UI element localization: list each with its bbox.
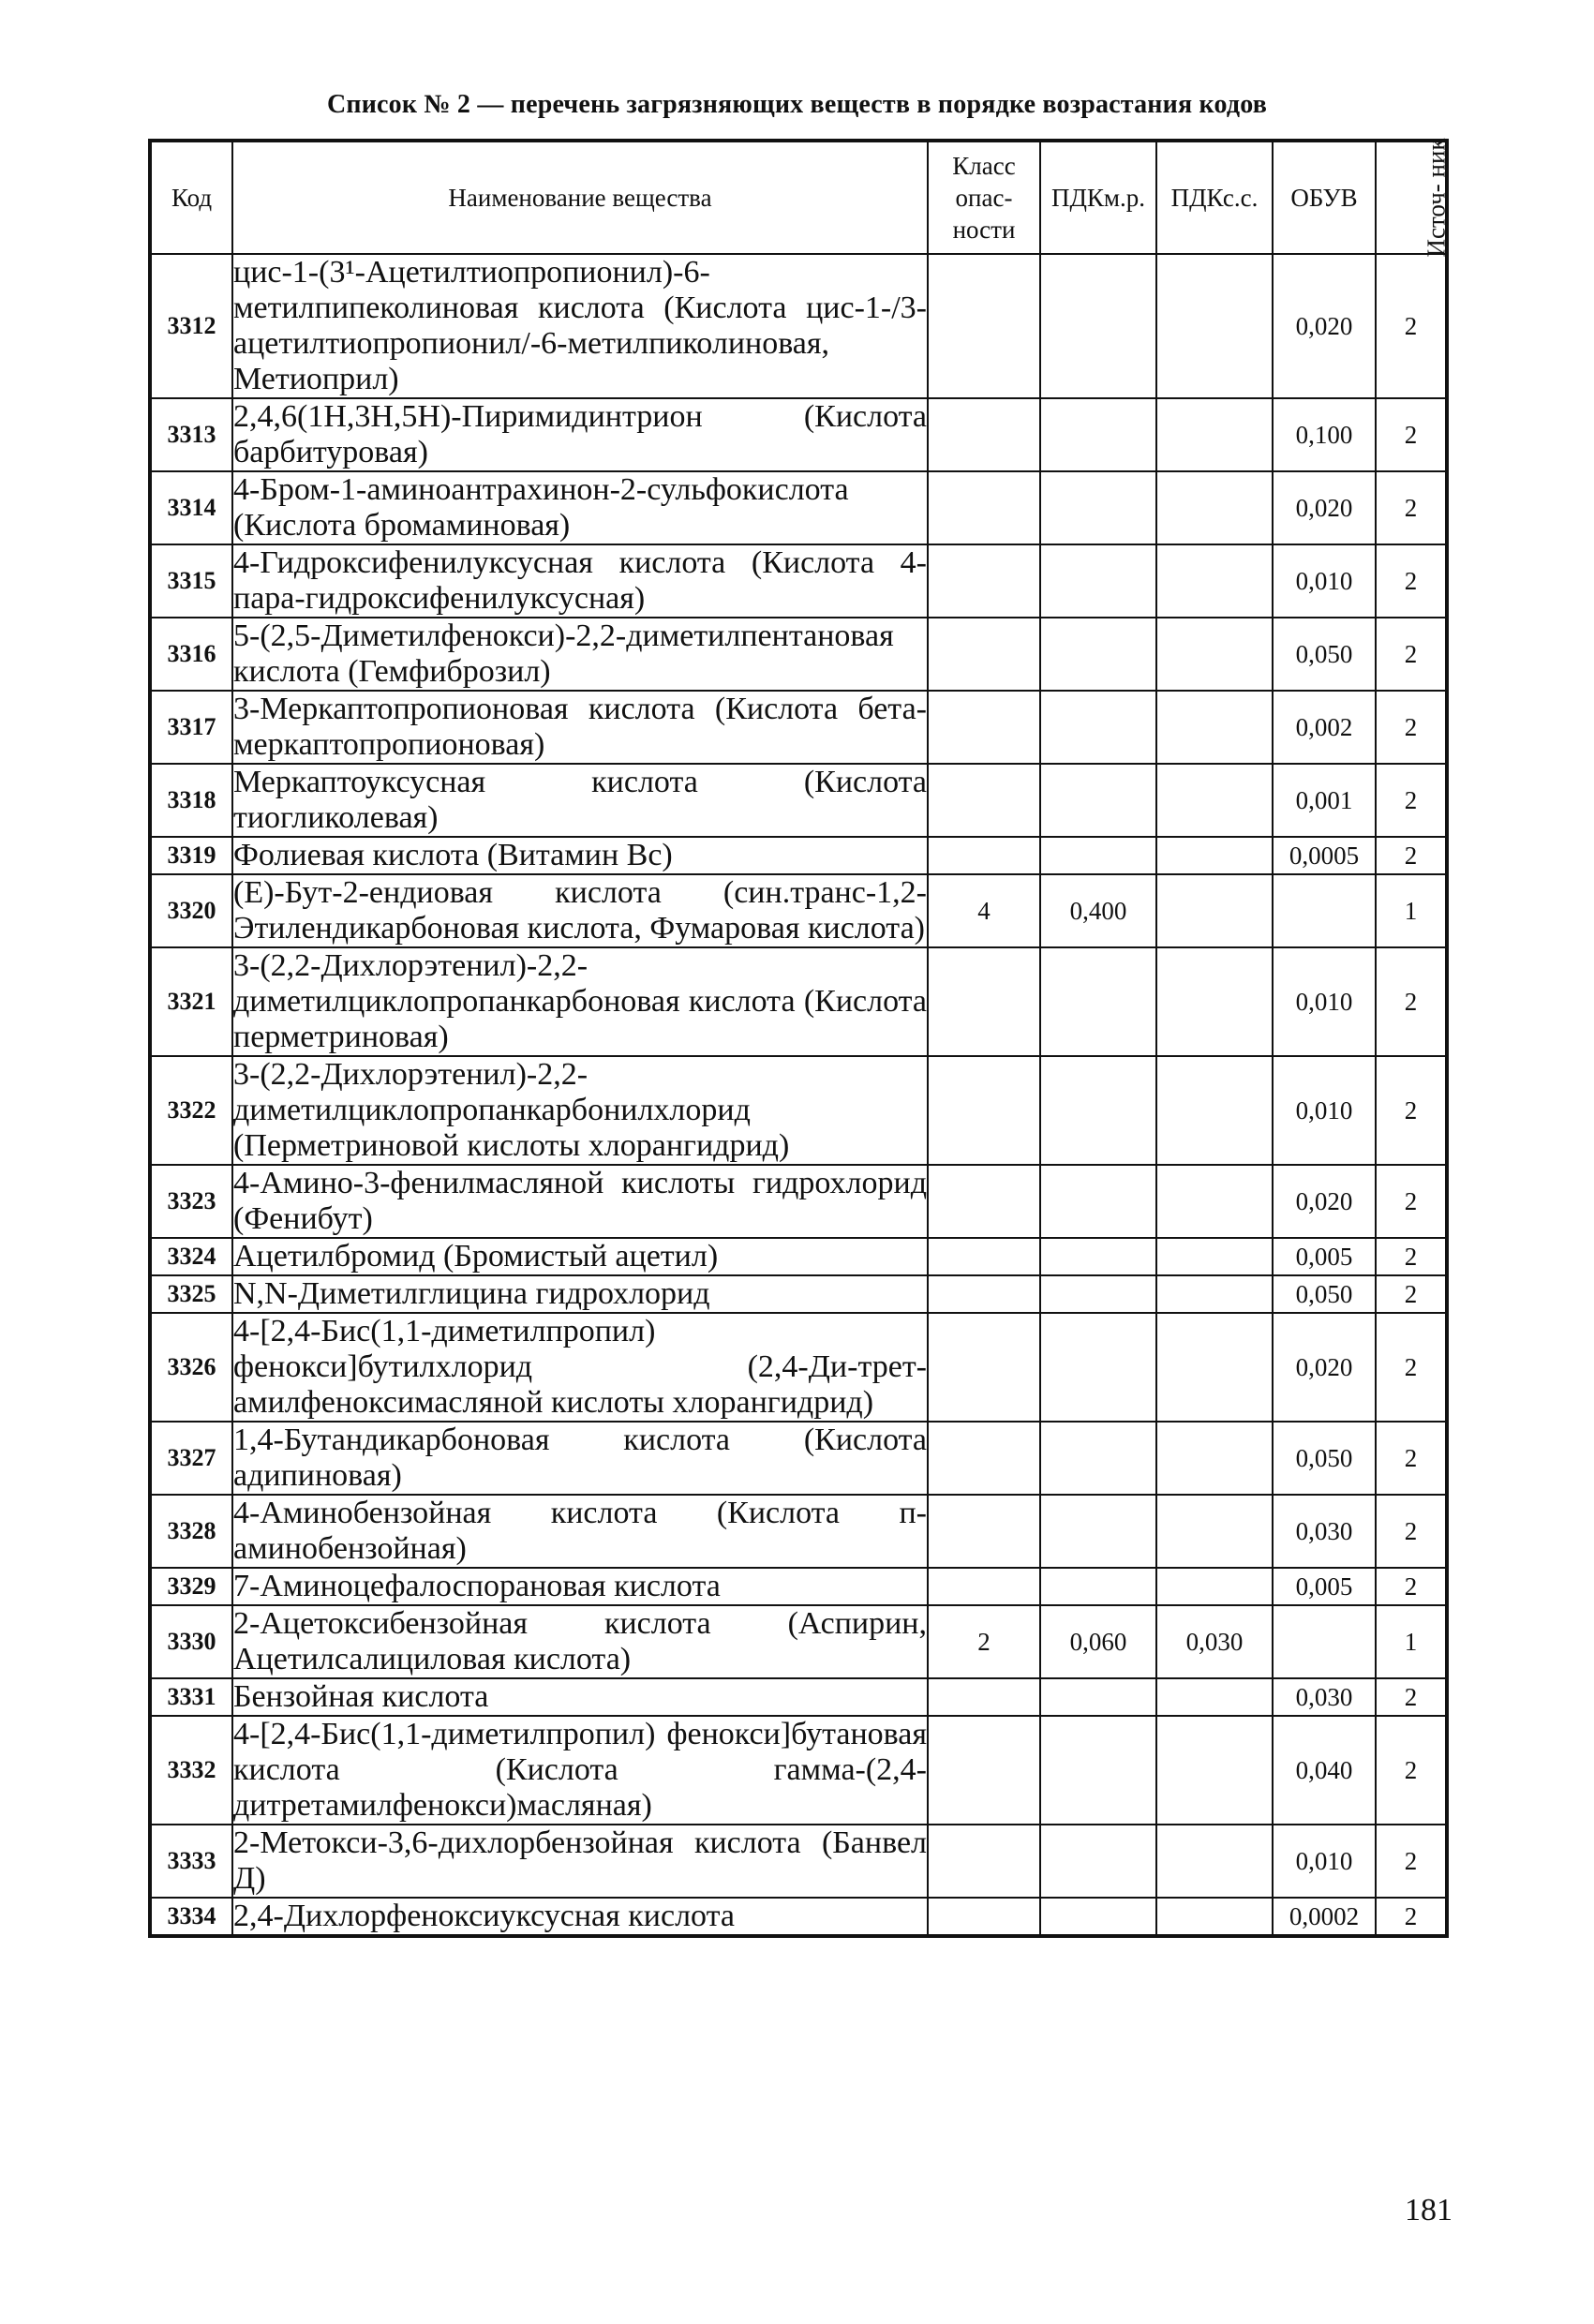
row-source: 2	[1376, 1275, 1447, 1313]
row-hazard-class	[928, 471, 1040, 544]
row-pdk-ss	[1156, 837, 1273, 874]
row-code: 3330	[150, 1605, 232, 1678]
row-code: 3324	[150, 1238, 232, 1275]
table-row	[150, 691, 1447, 764]
row-name: 4-[2,4-Бис(1,1-диметилпропил) фенокси]бутановая кислота (Кислота гамма-(2,4-дитретамилфенокси)масляная)	[233, 1717, 927, 1823]
row-pdk-mr	[1040, 1898, 1156, 1936]
row-obuv: 0,005	[1273, 1238, 1376, 1275]
row-pdk-ss	[1156, 874, 1273, 947]
table-row	[150, 1056, 1447, 1165]
row-pdk-ss	[1156, 544, 1273, 618]
row-name: (Е)-Бут-2-ендиовая кислота (син.транс-1,2-Этилендикарбоновая кислота, Фумаровая кислота)	[233, 875, 927, 946]
row-code: 3319	[150, 837, 232, 874]
row-pdk-ss	[1156, 1422, 1273, 1495]
row-obuv: 0,002	[1273, 691, 1376, 764]
row-pdk-ss	[1156, 1238, 1273, 1275]
table-row	[150, 1568, 1447, 1605]
row-hazard-class	[928, 837, 1040, 874]
row-pdk-ss	[1156, 691, 1273, 764]
row-pdk-ss	[1156, 764, 1273, 837]
row-hazard-class	[928, 1165, 1040, 1238]
row-pdk-mr	[1040, 1825, 1156, 1898]
row-source: 2	[1376, 764, 1447, 837]
table-row	[150, 1825, 1447, 1898]
row-pdk-ss	[1156, 1165, 1273, 1238]
row-hazard-class: 2	[928, 1605, 1040, 1678]
row-name: 2-Метокси-3,6-дихлорбензойная кислота (Банвел Д)	[233, 1825, 927, 1896]
row-hazard-class	[928, 398, 1040, 471]
row-hazard-class	[928, 544, 1040, 618]
row-code: 3331	[150, 1678, 232, 1716]
table-row	[150, 837, 1447, 874]
row-pdk-ss	[1156, 1495, 1273, 1568]
row-pdk-mr	[1040, 471, 1156, 544]
row-source: 2	[1376, 1165, 1447, 1238]
row-name: 4-Аминобензойная кислота (Кислота п-аминобензойная)	[233, 1496, 927, 1566]
table-row	[150, 471, 1447, 544]
table-row	[150, 1605, 1447, 1678]
row-name: 3-(2,2-Дихлорэтенил)-2,2-диметилциклопропанкарбонилхлорид (Перметриновой кислоты хлорангидрид)	[232, 1056, 928, 1165]
row-source: 2	[1376, 1313, 1447, 1422]
row-name: Бензойная кислота	[232, 1678, 928, 1716]
row-name: N,N-Диметилглицина гидрохлорид	[232, 1275, 928, 1313]
table-row	[150, 544, 1447, 618]
table-row	[150, 1898, 1447, 1936]
row-obuv	[1273, 1605, 1376, 1678]
row-source: 2	[1376, 1898, 1447, 1936]
row-pdk-mr	[1040, 544, 1156, 618]
row-source: 2	[1376, 691, 1447, 764]
row-name: 4-[2,4-Бис(1,1-диметилпропил) фенокси]бутилхлорид (2,4-Ди-трет-амилфеноксимасляной кислоты хлорангидрид)	[233, 1314, 927, 1420]
table-row	[150, 1495, 1447, 1568]
table-row	[150, 1165, 1447, 1238]
row-code: 3320	[150, 874, 232, 947]
table-row	[150, 1678, 1447, 1716]
row-source: 2	[1376, 398, 1447, 471]
row-name: цис-1-(3¹-Ацетилтиопропионил)-6-метилпипеколиновая кислота (Кислота цис-1-/3-ацетилтиопропионил/-6-метилпиколиновая, Метиоприл)	[233, 255, 927, 396]
page-number: 181	[1405, 2193, 1452, 2227]
row-name: 1,4-Бутандикарбоновая кислота (Кислота адипиновая)	[233, 1423, 927, 1493]
row-name: 4-Амино-3-фенилмасляной кислоты гидрохлорид (Фенибут)	[233, 1166, 927, 1236]
row-pdk-mr	[1040, 837, 1156, 874]
row-pdk-ss	[1156, 254, 1273, 398]
row-source: 2	[1376, 1825, 1447, 1898]
row-hazard-class	[928, 1275, 1040, 1313]
row-hazard-class	[928, 1313, 1040, 1422]
row-source: 2	[1376, 544, 1447, 618]
row-obuv: 0,010	[1273, 544, 1376, 618]
row-source: 1	[1376, 1605, 1447, 1678]
row-pdk-mr	[1040, 764, 1156, 837]
row-pdk-mr	[1040, 618, 1156, 691]
row-name: 2,4-Дихлорфеноксиуксусная кислота	[232, 1898, 928, 1936]
row-pdk-ss	[1156, 1313, 1273, 1422]
row-pdk-mr	[1040, 1165, 1156, 1238]
row-pdk-mr	[1040, 947, 1156, 1056]
row-obuv: 0,100	[1273, 398, 1376, 471]
row-obuv: 0,020	[1273, 1165, 1376, 1238]
header-code: Код	[150, 141, 232, 254]
row-name: 2,4,6(1Н,3Н,5Н)-Пиримидинтрион (Кислота барбитуровая)	[233, 399, 927, 469]
row-pdk-mr	[1040, 1275, 1156, 1313]
row-name: Ацетилбромид (Бромистый ацетил)	[232, 1238, 928, 1275]
row-source: 2	[1376, 1495, 1447, 1568]
page-title: Список № 2 — перечень загрязняющих веществ в порядке возрастания кодов	[326, 90, 1268, 119]
row-pdk-mr	[1040, 1716, 1156, 1825]
row-pdk-ss	[1156, 1568, 1273, 1605]
row-obuv: 0,005	[1273, 1568, 1376, 1605]
header-hazard-class: Класс опас- ности	[928, 141, 1040, 254]
row-code: 3314	[150, 471, 232, 544]
row-code: 3327	[150, 1422, 232, 1495]
row-pdk-mr	[1040, 1056, 1156, 1165]
row-hazard-class	[928, 1495, 1040, 1568]
row-pdk-ss	[1156, 618, 1273, 691]
row-pdk-ss	[1156, 1716, 1273, 1825]
row-source: 2	[1376, 1056, 1447, 1165]
table-row	[150, 1422, 1447, 1495]
row-name: 5-(2,5-Диметилфенокси)-2,2-диметилпентановая кислота (Гемфиброзил)	[232, 618, 928, 691]
row-code: 3334	[150, 1898, 232, 1936]
row-code: 3322	[150, 1056, 232, 1165]
row-name: 7-Аминоцефалоспорановая кислота	[232, 1568, 928, 1605]
row-pdk-ss	[1156, 1898, 1273, 1936]
table-row	[150, 1716, 1447, 1825]
row-code: 3325	[150, 1275, 232, 1313]
table-row	[150, 254, 1447, 398]
row-source: 2	[1376, 471, 1447, 544]
header-source	[1376, 138, 1451, 258]
row-source: 2	[1376, 1422, 1447, 1495]
row-code: 3317	[150, 691, 232, 764]
row-source: 2	[1376, 1568, 1447, 1605]
row-pdk-mr	[1040, 254, 1156, 398]
row-code: 3321	[150, 947, 232, 1056]
row-code: 3333	[150, 1825, 232, 1898]
row-obuv: 0,001	[1273, 764, 1376, 837]
table-row	[150, 398, 1447, 471]
row-hazard-class	[928, 254, 1040, 398]
row-code: 3316	[150, 618, 232, 691]
row-hazard-class	[928, 947, 1040, 1056]
row-source: 2	[1376, 254, 1447, 398]
table-row	[150, 947, 1447, 1056]
row-pdk-ss	[1156, 1678, 1273, 1716]
row-obuv	[1273, 874, 1376, 947]
row-name: 3-(2,2-Дихлорэтенил)-2,2-диметилциклопропанкарбоновая кислота (Кислота перметриновая)	[233, 948, 927, 1054]
row-pdk-ss	[1156, 398, 1273, 471]
row-code: 3313	[150, 398, 232, 471]
header-source-label: Источ- ник	[1422, 138, 1451, 258]
row-code: 3312	[150, 254, 232, 398]
row-name: Меркаптоуксусная кислота (Кислота тиогликолевая)	[233, 765, 927, 835]
row-obuv: 0,050	[1273, 618, 1376, 691]
row-pdk-mr	[1040, 1495, 1156, 1568]
table-row	[150, 1275, 1447, 1313]
row-obuv: 0,010	[1273, 947, 1376, 1056]
row-pdk-mr: 0,060	[1040, 1605, 1156, 1678]
row-code: 3332	[150, 1716, 232, 1825]
row-hazard-class	[928, 1056, 1040, 1165]
row-obuv: 0,0005	[1273, 837, 1376, 874]
row-hazard-class	[928, 691, 1040, 764]
row-obuv: 0,020	[1273, 471, 1376, 544]
row-pdk-ss	[1156, 1825, 1273, 1898]
row-pdk-mr	[1040, 1238, 1156, 1275]
table-row	[150, 1238, 1447, 1275]
row-obuv: 0,0002	[1273, 1898, 1376, 1936]
row-pdk-ss	[1156, 1275, 1273, 1313]
row-pdk-ss	[1156, 1056, 1273, 1165]
table-row	[150, 874, 1447, 947]
table-row	[150, 618, 1447, 691]
substances-table	[148, 139, 1449, 1938]
row-pdk-mr	[1040, 1678, 1156, 1716]
row-name: 4-Гидроксифенилуксусная кислота (Кислота 4-пара-гидроксифенилуксусная)	[233, 545, 927, 616]
row-obuv: 0,050	[1273, 1275, 1376, 1313]
row-source: 2	[1376, 947, 1447, 1056]
row-name: 3-Меркаптопропионовая кислота (Кислота бета-меркаптопропионовая)	[233, 692, 927, 762]
row-code: 3326	[150, 1313, 232, 1422]
row-obuv: 0,010	[1273, 1825, 1376, 1898]
row-pdk-mr	[1040, 398, 1156, 471]
row-source: 2	[1376, 618, 1447, 691]
row-name: 4-Бром-1-аминоантрахинон-2-сульфокислота (Кислота бромаминовая)	[232, 471, 928, 544]
row-name: Фолиевая кислота (Витамин Вс)	[232, 837, 928, 874]
row-code: 3318	[150, 764, 232, 837]
row-code: 3329	[150, 1568, 232, 1605]
row-name: 2-Ацетоксибензойная кислота (Аспирин, Ацетилсалициловая кислота)	[233, 1606, 927, 1676]
row-pdk-ss	[1156, 471, 1273, 544]
row-obuv: 0,010	[1273, 1056, 1376, 1165]
table-row	[150, 1313, 1447, 1422]
row-code: 3328	[150, 1495, 232, 1568]
row-hazard-class	[928, 1238, 1040, 1275]
row-source: 2	[1376, 1716, 1447, 1825]
row-pdk-mr	[1040, 1422, 1156, 1495]
row-source: 2	[1376, 1238, 1447, 1275]
row-obuv: 0,040	[1273, 1716, 1376, 1825]
row-hazard-class	[928, 1825, 1040, 1898]
row-pdk-mr: 0,400	[1040, 874, 1156, 947]
row-source: 1	[1376, 874, 1447, 947]
row-hazard-class	[928, 764, 1040, 837]
header-pdk-ss: ПДКс.с.	[1156, 141, 1273, 254]
row-obuv: 0,030	[1273, 1678, 1376, 1716]
row-pdk-mr	[1040, 1568, 1156, 1605]
header-obuv: ОБУВ	[1273, 141, 1376, 254]
row-hazard-class	[928, 1422, 1040, 1495]
row-hazard-class: 4	[928, 874, 1040, 947]
row-code: 3315	[150, 544, 232, 618]
row-hazard-class	[928, 1568, 1040, 1605]
row-source: 2	[1376, 837, 1447, 874]
table-row	[150, 764, 1447, 837]
header-pdk-mr: ПДКм.р.	[1040, 141, 1156, 254]
row-obuv: 0,030	[1273, 1495, 1376, 1568]
row-hazard-class	[928, 1898, 1040, 1936]
row-pdk-ss: 0,030	[1156, 1605, 1273, 1678]
row-code: 3323	[150, 1165, 232, 1238]
header-name: Наименование вещества	[232, 141, 928, 254]
row-pdk-ss	[1156, 947, 1273, 1056]
row-pdk-mr	[1040, 691, 1156, 764]
row-obuv: 0,050	[1273, 1422, 1376, 1495]
row-hazard-class	[928, 618, 1040, 691]
row-hazard-class	[928, 1716, 1040, 1825]
row-pdk-mr	[1040, 1313, 1156, 1422]
row-obuv: 0,020	[1273, 254, 1376, 398]
row-hazard-class	[928, 1678, 1040, 1716]
row-source: 2	[1376, 1678, 1447, 1716]
table-header-row	[150, 141, 1447, 254]
row-obuv: 0,020	[1273, 1313, 1376, 1422]
